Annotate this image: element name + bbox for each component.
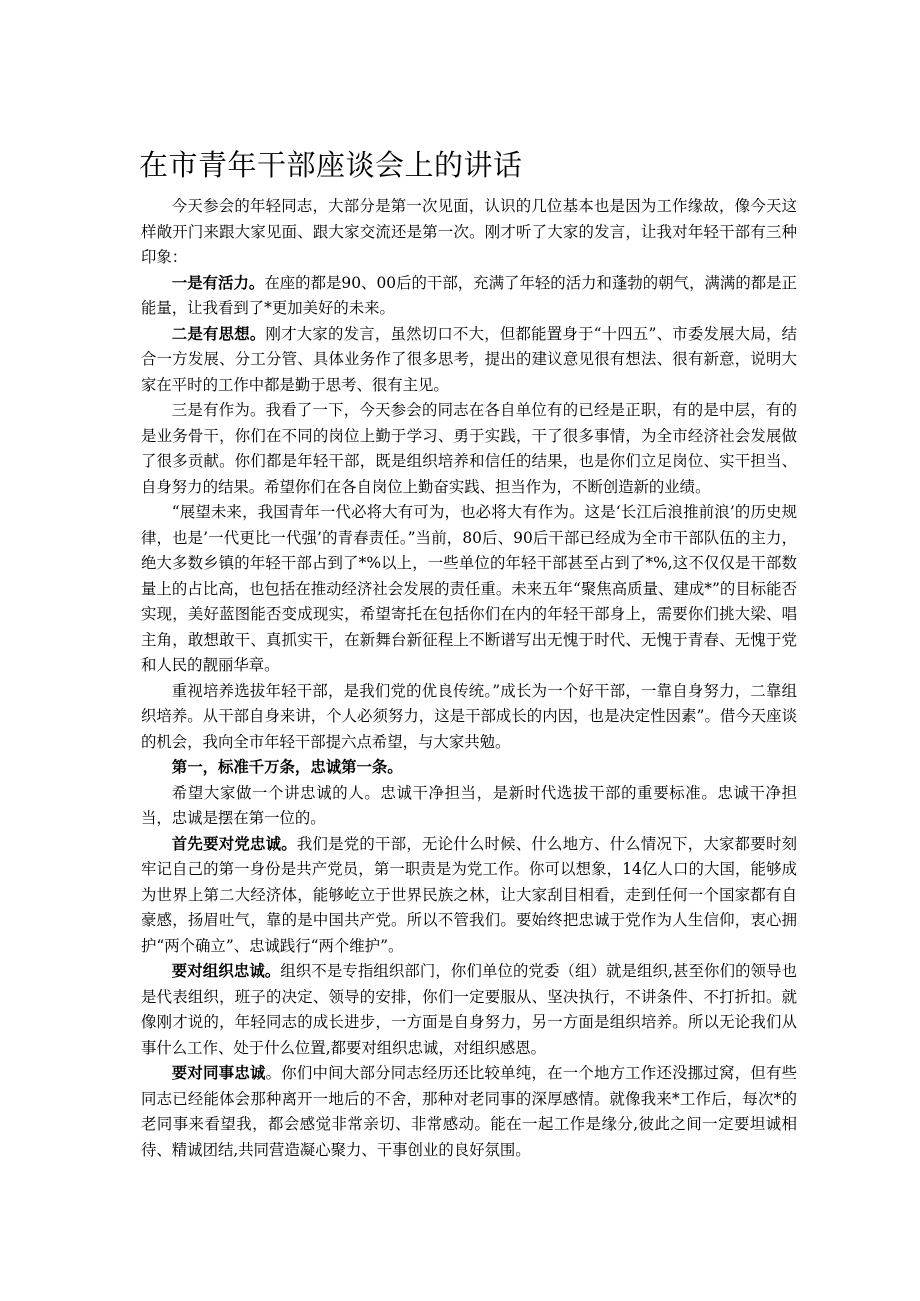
paragraph-text: 组织不是专指组织部门，你们单位的党委（组）就是组织,甚至你们的领导也是代表组织，班子的决定、领导的安排，你们一定要服从、坚决执行，不讲条件、不打折扣。就像刚才说的，年轻同志的成长进步，一方面是自身努力，另一方面是组织培养。所以无论我们从事什么工作、处于什么位置,都要对组织忠诚，对组织感恩。 bbox=[141, 962, 797, 1057]
paragraph-text: 希望大家做一个讲忠诚的人。忠诚干净担当，是新时代选拔干部的重要标准。忠诚干净担当，忠诚是摆在第一位的。 bbox=[141, 783, 797, 827]
paragraph bbox=[141, 832, 797, 960]
paragraph-text: 在座的都是90、00后的干部，充满了年轻的活力和蓬勃的朝气，满满的都是正能量，让我看到了*更加美好的未来。 bbox=[141, 273, 797, 317]
paragraph bbox=[141, 500, 797, 679]
paragraph bbox=[141, 194, 797, 271]
paragraph bbox=[141, 679, 797, 756]
document-body bbox=[141, 194, 797, 1163]
document-title: 在市青年干部座谈会上的讲话 bbox=[139, 148, 523, 182]
paragraph bbox=[141, 271, 797, 322]
paragraph-text: 刚才大家的发言，虽然切口不大，但都能置身于“十四五”、市委发展大局，结合一方发展、分工分管、具体业务作了很多思考，提出的建议意见很有想法、很有新意，说明大家在平时的工作中都是勤于思考、很有主见。 bbox=[141, 324, 797, 394]
paragraph-lead: 一是有活力。 bbox=[171, 273, 265, 292]
paragraph-text: 今天参会的年轻同志，大部分是第一次见面，认识的几位基本也是因为工作缘故，像今天这样敞开门来跟大家见面、跟大家交流还是第一次。刚才听了大家的发言，让我对年轻干部有三种印象： bbox=[141, 197, 797, 266]
paragraph bbox=[141, 398, 797, 500]
paragraph-text: 重视培养选拔年轻干部，是我们党的优良传统。”成长为一个好干部，一靠自身努力，二靠组织培养。从干部自身来讲，个人必须努力，这是干部成长的内因，也是决定性因素”。借今天座谈的机会，我向全市年轻干部提六点希望，与大家共勉。 bbox=[141, 681, 797, 751]
paragraph-text: 我们是党的干部，无论什么时候、什么地方、什么情况下，大家都要时刻牢记自己的第一身份是共产党员，第一职责是为党工作。你可以想象，14亿人口的大国，能够成为世界上第二大经济体，能够屹立于世界民族之林，让大家刮目相看，走到任何一个国家都有自豪感，扬眉吐气，靠的是中国共产党。所以不管我们。要始终把忠诚于党作为人生信仰，衷心拥护“两个确立”、忠诚践行“两个维护”。 bbox=[141, 834, 797, 955]
paragraph-text: 。你们中间大部分同志经历还比较单纯，在一个地方工作还没挪过窝，但有些同志已经能体会那种离开一地后的不舍，那种对老同事的深厚感情。就像我来*工作后，每次*的老同事来看望我，都会感觉非常亲切、非常感动。能在一起工作是缘分,彼此之间一定要坦诚相待、精诚团结,共同营造凝心聚力、干事创业的良好氛围。 bbox=[141, 1064, 797, 1159]
paragraph-lead: 要对组织忠诚。 bbox=[171, 962, 281, 980]
section-heading bbox=[141, 755, 797, 781]
paragraph-lead: 二是有思想。 bbox=[171, 324, 266, 343]
paragraph-text: “展望未来，我国青年一代必将大有可为，也必将大有作为。这是‘长江后浪推前浪’的历史规律，也是’一代更比一代强’的青春责任。”当前，80后、90后干部已经成为全市干部队伍的主力，绝大多数乡镇的年轻干部占到了*%以上，一些单位的年轻干部甚至占到了*%,这不仅仅是干部数量上的占比高，也包括在推动经济社会发展的责任重。未来五年“聚焦高质量、建成*”的目标能否实现，美好蓝图能否变成现实，希望寄托在包括你们在内的年轻干部身上，需要你们挑大梁、唱主角，敢想敢干、真抓实干，在新舞台新征程上不断谱写出无愧于时代、无愧于青春、无愧于党和人民的靓丽华章。 bbox=[141, 503, 797, 674]
paragraph-lead: 第一，标准千万条，忠诚第一条。 bbox=[171, 758, 403, 776]
paragraph bbox=[141, 959, 797, 1061]
paragraph bbox=[141, 781, 797, 832]
paragraph-text: 三是有作为。我看了一下，今天参会的同志在各自单位有的已经是正职，有的是中层，有的是业务骨干，你们在不同的岗位上勤于学习、勇于实践，干了很多事情，为全市经济社会发展做了很多贡献。你们都是年轻干部，既是组织培养和信任的结果，也是你们立足岗位、实干担当、自身努力的结果。希望你们在各自岗位上勤奋实践、担当作为，不断创造新的业绩。 bbox=[141, 401, 797, 496]
paragraph bbox=[141, 322, 797, 399]
paragraph bbox=[141, 1061, 797, 1163]
paragraph-lead: 首先要对党忠诚。 bbox=[171, 834, 297, 853]
paragraph-lead: 要对同事忠诚 bbox=[171, 1064, 266, 1082]
